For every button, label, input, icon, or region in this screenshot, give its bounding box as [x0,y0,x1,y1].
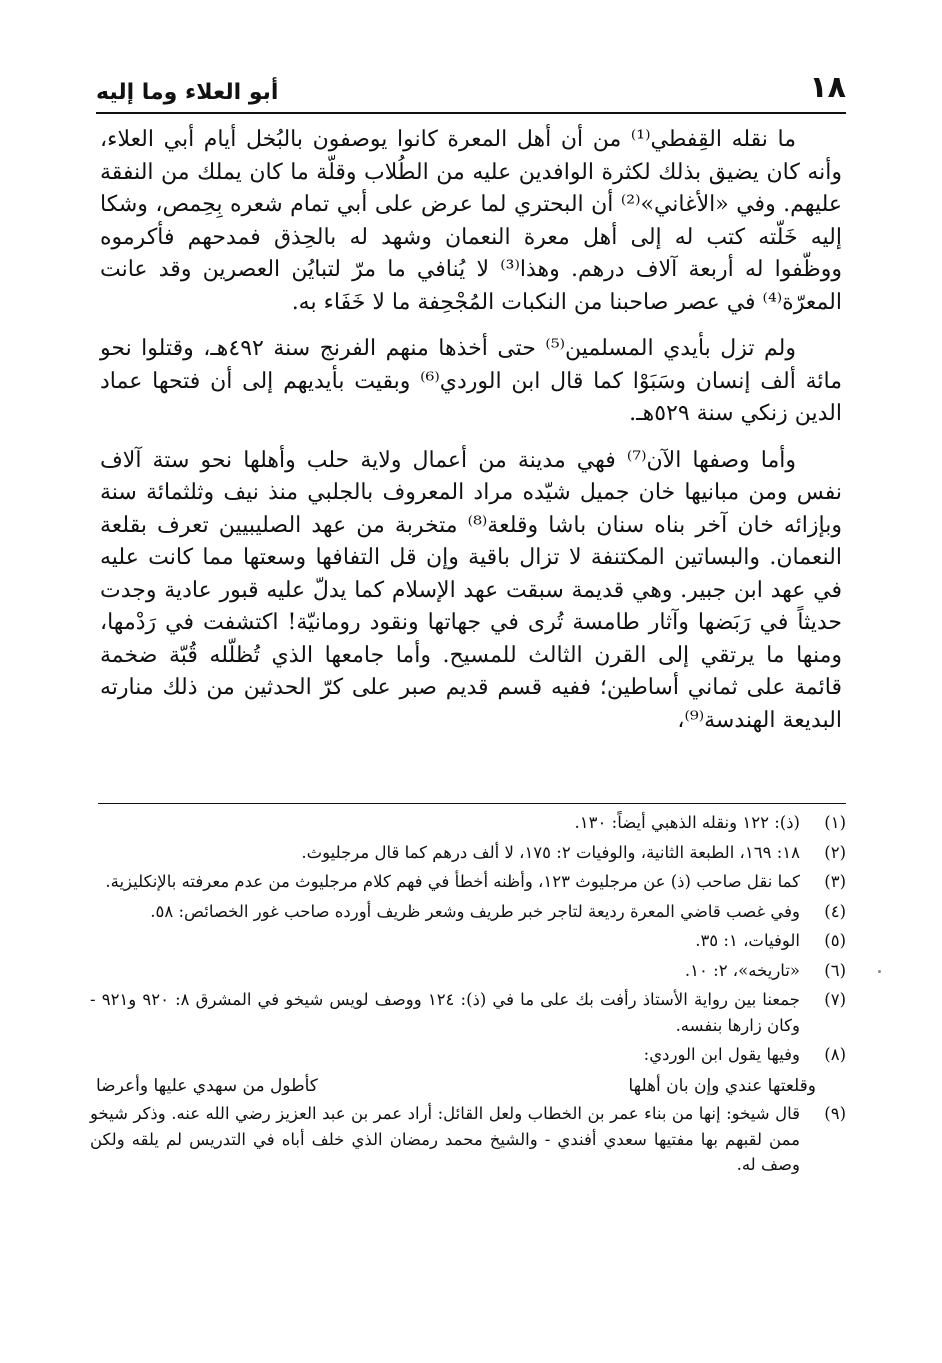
footnote [90,899,846,925]
speck [878,970,881,973]
footnote [90,1101,846,1178]
paragraph: ما نقله القِفطي⁽¹⁾ من أن أهل المعرة كانوا يوصفون بالبُخل أيام أبي العلاء، وأنه كان يضيق بذلك لكثرة الوافدين عليه من الطُلاب وقلّة ما كان يملك من النفقة عليهم. وفي «الأغاني»⁽²⁾ أن البحتري لما عرض على أبي تمام شعره بِحِمص، وشكا إليه خَلّته كتب له إلى أهل معرة النعمان وشهد له بالحِذق فمدحهم فأكرموه ووظّفوا له أربعة آلاف درهم. وهذا⁽³⁾ لا يُنافي ما مرّ لتبايُن العصرين وقد عانت المعرّة⁽⁴⁾ في عصر صاحبنا من النكبات المُجْحِفة ما لا خَفَاء به. [100,127,843,315]
footnote-number: (٧) [824,990,846,1009]
footnote-text: جمعنا بين رواية الأستاذ رأفت بك على ما في (ذ): ١٢٤ ووصف لويس شيخو في المشرق ٨: ٩٢٠ و٩٢١ - وكان زارها بنفسه. [90,990,801,1035]
footnote-text: وفي غصب قاضي المعرة رديعة لتاجر خبر طريف وشعر ظريف أورده صاحب غور الخصائص: ٥٨. [150,901,800,921]
footnote [90,869,846,895]
footnote-number: (٤) [824,901,846,921]
footnote [90,987,846,1038]
footnote-number: (٨) [824,1045,846,1064]
page-header [96,66,846,116]
footnote [90,928,846,954]
footnote [90,810,846,836]
footnote-text: الوفيات، ١: ٣٥. [695,931,800,950]
footnote-text: «تاريخه»، ٢: ١٠. [684,960,800,980]
paragraph: ولم تزل بأيدي المسلمين⁽⁵⁾ حتى أخذها منهم الفرنج سنة ٤٩٢هـ، وقتلوا نحو مائة ألف إنسان وسَبَوْا كما قال ابن الوردي⁽⁶⁾ وبقيت بأيديهم إلى أن فتحها عماد الدين زنكي سنة ٥٢٩هـ. [100,336,842,426]
footnote-text: (ذ): ١٢٢ ونقله الذهبي أيضاً: ١٣٠. [574,813,800,832]
footnote-text: ١٨: ١٦٩، الطبعة الثانية، والوفيات ٢: ١٧٥، لا ألف درهم كما قال مرجليوث. [301,842,800,862]
footnote-text: وفيها يقول ابن الوردي: [643,1045,800,1064]
footnote [90,958,846,984]
footnote-number: (١) [824,813,846,832]
footnote-text: كما نقل صاحب (ذ) عن مرجليوث ١٢٣، وأظنه أخطأ في فهم كلام مرجليوث من عدم معرفته بالإنكليزية. [105,872,800,891]
footnote [90,1042,846,1068]
footnote-number: (٢) [824,842,846,862]
verse-second-hemistich: كأطول من سهدي عليها وأعرضا [96,1075,318,1096]
paragraph: وأما وصفها الآن⁽⁷⁾ فهي مدينة من أعمال ولاية حلب وأهلها نحو ستة آلاف نفس ومن مبانيها خان جميل شيّده مراد المعروف بالجلبي منذ نيف وثلثمائة سنة وبإزائه خان آخر بناه سنان باشا وقلعة⁽⁸⁾ متخربة من عهد الصليبيين تعرف بقلعة النعمان. والبساتين المكتنفة لا تزال باقية وإن قل التفافها وسعتها مما كانت عليه في عهد ابن جبير. وهي قديمة سبقت عهد الإسلام كما يدلّ عليه قبور عادية وجدت حديثاً في رَبَضها وآثار طامسة تُرى في جهاتها ونقود رومانيّة! اكتشفت في رَدْمها، ومنها ما يرتقي إلى القرن الثالث للمسيح. وأما جامعها الذي تُظلّله قُبّة ضخمة قائمة على ثماني أساطين؛ ففيه قسم قديم صبر على كرّ الحدثين من ذلك منارته البديعة الهندسة⁽⁹⁾، [100,447,842,733]
verse-first-hemistich: وقلعتها عندي وإن بان أهلها [628,1075,816,1096]
footnote-number: (٩) [824,1104,846,1123]
footnote [90,840,846,866]
header-rule [96,112,846,114]
poem-verse [90,1072,846,1102]
footnote-number: (٥) [824,931,846,950]
footnote-number: (٦) [824,960,846,980]
footnote-rule [98,803,846,804]
footnotes [90,810,846,1182]
main-text [100,124,842,751]
footnote-text: قال شيخو: إنها من بناء عمر بن الخطاب ولعل القائل: أراد عمر بن عبد العزيز رضي الله عنه. وذكر شيخو ممن لقبهم بها مفتيها سعدي أفندي - والشيخ محمد رمضان الذي خلف أباه في التدريس لم يلقه ولكن وصف له. [90,1104,800,1174]
page-number: ١٨ [809,70,846,105]
running-title: أبو العلاء وما إليه [96,80,279,105]
footnote-number: (٣) [824,872,846,891]
